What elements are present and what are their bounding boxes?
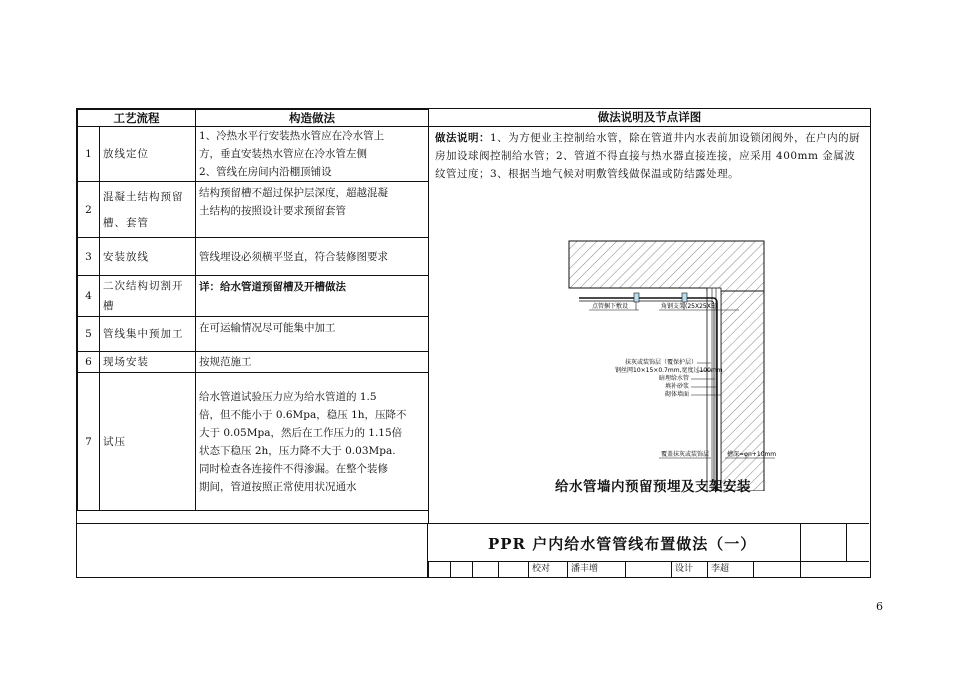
notes-panel — [428, 126, 870, 523]
table-row — [78, 317, 429, 352]
table-row — [78, 373, 429, 511]
table-row — [78, 352, 429, 373]
table-row — [78, 127, 429, 182]
label-cover-plaster: 覆盖抹灰或装饰层 — [661, 451, 710, 458]
row-step: 混凝土结构预留槽、套管 — [100, 182, 196, 238]
row-method: 给水管道试验压力应为给水管道的 1.5 倍，但不能小于 0.6Mpa，稳压 1h，压降不 大于 0.05Mpa，然后在工作压力的 1.15倍 状态下稳压 2h，压力降不大于 0.03Mpa. 同时检查各连接件不得渗漏。在整个装修 期间，管道按照正常使用状况通水 — [196, 373, 429, 511]
row-number: 7 — [78, 373, 100, 511]
water-pipe — [579, 298, 717, 491]
notes-text — [435, 129, 865, 183]
row-step: 试压 — [100, 373, 196, 511]
label-layer-pipe: 暗埋给水管 — [659, 375, 690, 382]
check-label: 校对 — [528, 561, 567, 577]
design-name: 李超 — [707, 561, 753, 577]
row-number: 5 — [78, 317, 100, 352]
row-number: 2 — [78, 182, 100, 238]
notes-body: 1、为方便业主控制给水管，除在管道井内水表前加设锁闭阀外，在户内的厨房加设球阀控制给水管；2、管道不得直接与热水器直接连接，应采用 400mm 金属波纹管过度；3、根据当地气候对明敷管线做保温或防结露处理。 — [435, 132, 861, 180]
row-number: 6 — [78, 352, 100, 373]
label-layer-mortar: 填补砂浆 — [665, 383, 690, 390]
row-method: 按规范施工 — [196, 352, 429, 373]
page-number: 6 — [876, 600, 883, 613]
row-number: 1 — [78, 127, 100, 182]
header-process: 工艺流程 — [78, 110, 196, 127]
header-notes: 做法说明及节点详图 — [428, 109, 870, 127]
row-method: 在可运输情况尽可能集中加工 — [196, 317, 429, 352]
process-table — [77, 109, 429, 511]
header-method: 构造做法 — [196, 110, 429, 127]
row-method: 1、冷热水平行安装热水管应在冷水管上 方，垂直安装热水管应在冷水管左侧 2、管线在房间内沿棚顶铺设 — [196, 127, 429, 182]
angle-support-icon — [682, 293, 687, 302]
sign-row — [428, 561, 869, 577]
row-number: 3 — [78, 238, 100, 276]
drawing-title-box — [428, 524, 869, 562]
label-layer-plaster: 抹灰或装饰层（覆保护层） — [625, 359, 698, 366]
drawing-title: PPR 户内给水管管线布置做法（一） — [488, 535, 757, 553]
row-number: 4 — [78, 276, 100, 317]
row-step: 二次结构切割开槽 — [100, 276, 196, 317]
row-method: 结构预留槽不超过保护层深度，超越混凝 土结构的按照设计要求预留套管 — [196, 182, 429, 238]
table-row — [78, 238, 429, 276]
table-row — [78, 182, 429, 238]
label-pipe-below: 点管捆下敷设 — [592, 303, 629, 310]
angle-support-icon — [634, 293, 639, 302]
table-row — [78, 276, 429, 317]
row-step: 管线集中预加工 — [100, 317, 196, 352]
label-angle-support: 角钢支架(25X25X5) — [661, 303, 717, 310]
label-layer-wall: 砌体墙面 — [665, 391, 690, 398]
row-step: 安装放线 — [100, 238, 196, 276]
masonry-wall — [721, 291, 764, 491]
row-step: 放线定位 — [100, 127, 196, 182]
diagram-title: 给水管墙内预留预埋及支架安装 — [555, 479, 751, 495]
design-label: 设计 — [671, 561, 707, 577]
pipe-embedding-diagram — [429, 191, 870, 491]
row-method: 管线埋设必须横平竖直，符合装修图要求 — [196, 238, 429, 276]
notes-label: 做法说明： — [435, 132, 490, 144]
ceiling-slab — [569, 241, 764, 291]
check-name: 潘丰增 — [567, 561, 625, 577]
row-method: 详：给水管道预留槽及开槽做法 — [196, 276, 429, 317]
label-slot-depth: 槽深=φn+10mm — [727, 451, 777, 458]
drawing-sheet — [76, 108, 871, 578]
title-block — [77, 523, 869, 578]
label-layer-mesh: 钢丝网10×15×0.7mm,宽度过100mm — [615, 367, 723, 374]
row-step: 现场安装 — [100, 352, 196, 373]
